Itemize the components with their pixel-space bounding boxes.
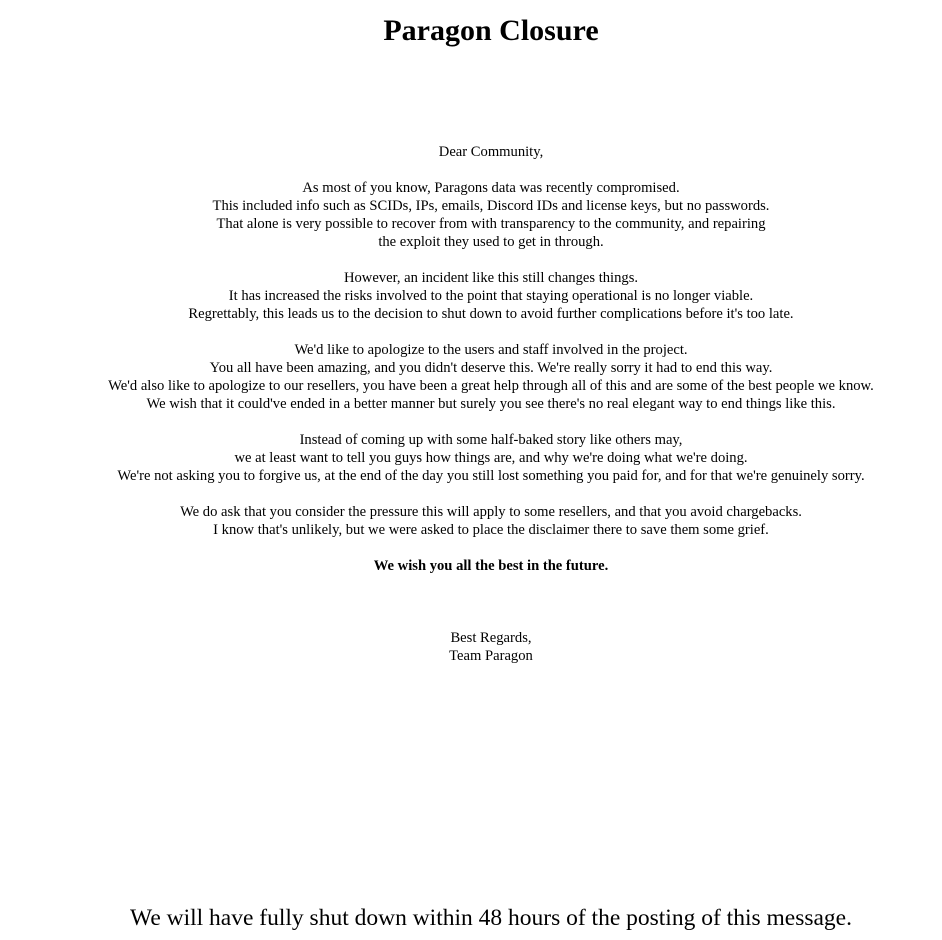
letter-line: It has increased the risks involved to the point that staying operational is no longer viable. xyxy=(228,288,754,304)
closing-paragraph xyxy=(0,557,942,575)
paragraph-honesty xyxy=(0,431,942,485)
letter-line: I know that's unlikely, but we were asked to place the disclaimer there to save them some grief. xyxy=(213,522,769,538)
paragraph-data-compromise xyxy=(0,179,942,251)
closing-line: We wish you all the best in the future. xyxy=(373,558,609,574)
paragraph-shutdown-decision xyxy=(0,269,942,323)
signature-block xyxy=(0,629,942,665)
sign-off: Best Regards, xyxy=(450,630,532,646)
paragraph-chargebacks xyxy=(0,503,942,539)
letter-line: We do ask that you consider the pressure this will apply to some resellers, and that you avoid chargebacks. xyxy=(180,504,802,520)
signature: Team Paragon xyxy=(449,648,533,664)
greeting-paragraph xyxy=(0,143,942,161)
paragraph-apology xyxy=(0,341,942,413)
spacer xyxy=(0,593,942,629)
shutdown-notice: We will have fully shut down within 48 hours of the posting of this message. xyxy=(130,905,852,931)
greeting-line: Dear Community, xyxy=(438,144,544,160)
letter-line: We'd also like to apologize to our resellers, you have been a great help through all of this and are some of the best people we know. xyxy=(108,378,874,394)
closure-letter xyxy=(0,143,942,683)
letter-line: We wish that it could've ended in a better manner but surely you see there's no real elegant way to end things like this. xyxy=(146,396,836,412)
letter-line: You all have been amazing, and you didn't deserve this. We're really sorry it had to end this way. xyxy=(209,360,773,376)
letter-line: the exploit they used to get in through. xyxy=(378,234,604,250)
letter-line: We're not asking you to forgive us, at the end of the day you still lost something you paid for, and for that we're genuinely sorry. xyxy=(117,468,865,484)
letter-line: This included info such as SCIDs, IPs, emails, Discord IDs and license keys, but no passwords. xyxy=(212,198,770,214)
letter-line: We'd like to apologize to the users and staff involved in the project. xyxy=(294,342,688,358)
letter-line: we at least want to tell you guys how things are, and why we're doing what we're doing. xyxy=(234,450,748,466)
letter-line: However, an incident like this still changes things. xyxy=(343,270,639,286)
letter-line: Regrettably, this leads us to the decision to shut down to avoid further complications before it's too late. xyxy=(188,306,794,322)
letter-line: Instead of coming up with some half-baked story like others may, xyxy=(299,432,683,448)
page-title: Paragon Closure xyxy=(383,14,599,47)
letter-line: That alone is very possible to recover from with transparency to the community, and repairing xyxy=(216,216,766,232)
letter-line: As most of you know, Paragons data was recently compromised. xyxy=(302,180,680,196)
